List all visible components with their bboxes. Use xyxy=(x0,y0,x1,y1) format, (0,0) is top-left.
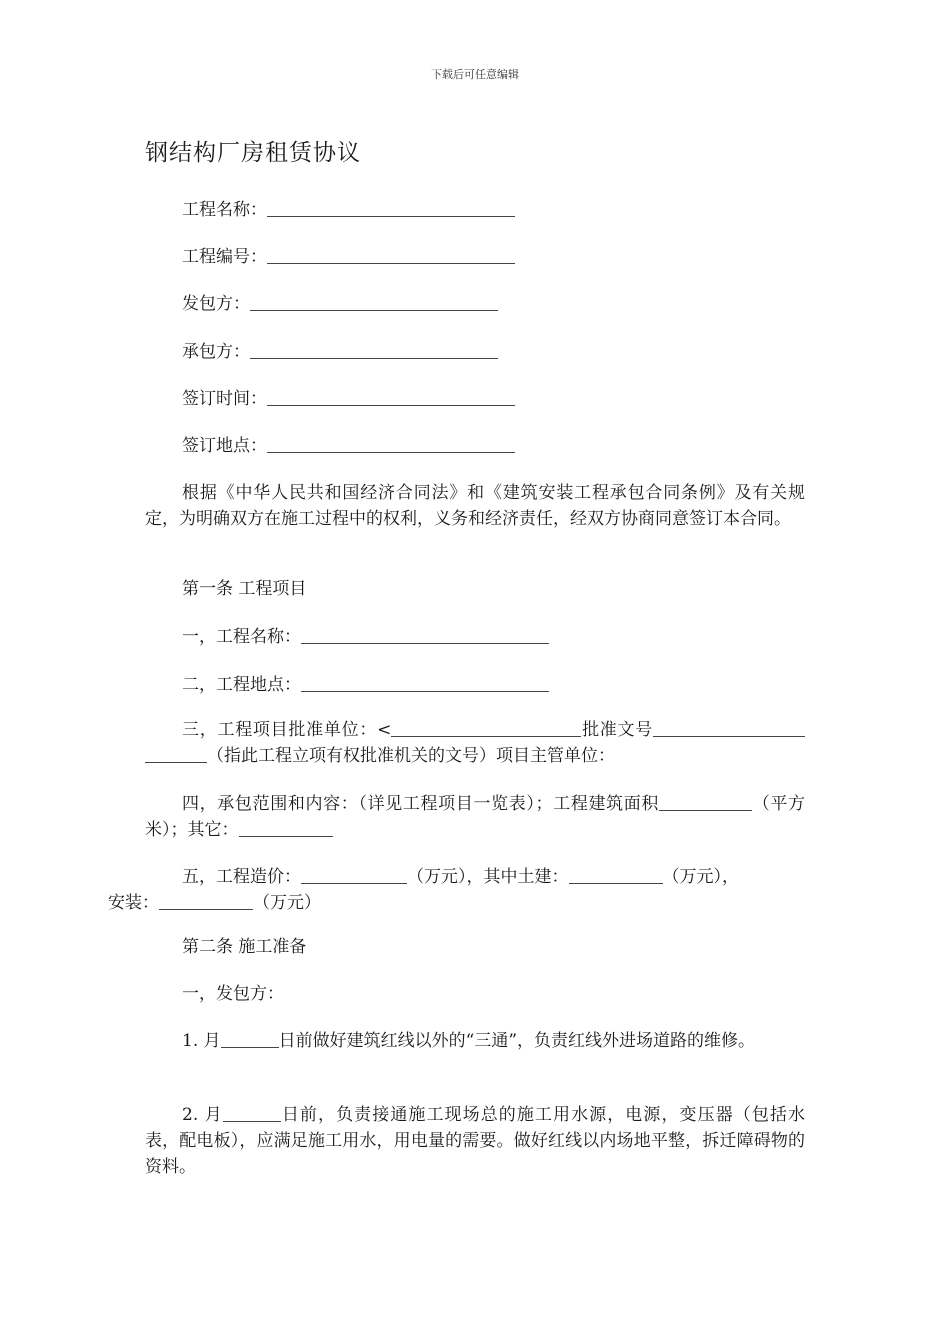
field-sign-place xyxy=(182,437,515,455)
blank-line xyxy=(743,795,752,811)
blank-line xyxy=(653,721,805,737)
item-text: （万元），其中土建： xyxy=(407,867,569,887)
article1-item3 xyxy=(145,717,805,769)
field-label: 发包方： xyxy=(182,294,250,314)
blank-line xyxy=(301,868,407,884)
blank-line xyxy=(391,721,581,737)
article2-sub1: 一，发包方： xyxy=(182,984,284,1004)
item-text: （万元）， xyxy=(662,867,739,887)
item-text: 日前，负责接通施工现场总的施工用水源，电源，变压器（包括水表，配电板），应满足施工用水，用电量的需要。做好红线以内场地平整，拆迁障碍物的资料。 xyxy=(145,1105,806,1177)
blank-line xyxy=(250,343,498,359)
blank-line xyxy=(159,894,253,910)
article1-item5 xyxy=(108,864,805,916)
blank-line xyxy=(301,676,549,692)
blank-line xyxy=(301,628,549,644)
article1-heading: 第一条 工程项目 xyxy=(182,579,307,599)
blank-line xyxy=(223,1106,281,1122)
item-text: 三，工程项目批准单位：< xyxy=(182,720,392,740)
field-project-name xyxy=(182,201,515,219)
field-employer xyxy=(182,295,498,313)
field-label: 承包方： xyxy=(182,342,250,362)
blank-line xyxy=(267,390,515,406)
item-text: 四，承包范围和内容：（详见工程项目一览表）；工程建筑面积 xyxy=(182,794,660,814)
field-contractor xyxy=(182,343,498,361)
blank-line xyxy=(569,868,663,884)
article2-heading: 第二条 施工准备 xyxy=(182,937,307,957)
field-sign-date xyxy=(182,390,515,408)
preamble-paragraph: 根据《中华人民共和国经济合同法》和《建筑安装工程承包合同条例》及有关规定，为明确双方在施工过程中的权利，义务和经济责任，经双方协商同意签订本合同。 xyxy=(145,483,805,529)
article1-item4 xyxy=(145,791,805,843)
blank-line xyxy=(221,1032,279,1048)
item-label: 一，工程名称： xyxy=(182,627,301,647)
article1-item1 xyxy=(182,628,549,646)
field-label: 工程编号： xyxy=(182,247,267,267)
blank-line xyxy=(250,295,498,311)
page-header: 下载后可任意编辑 xyxy=(431,68,519,81)
item-text: （万元） xyxy=(253,893,321,913)
article2-paragraph2 xyxy=(145,1102,805,1180)
article1-item2 xyxy=(182,676,549,694)
field-label: 工程名称： xyxy=(182,200,267,220)
field-label: 签订地点： xyxy=(182,436,267,456)
blank-line xyxy=(659,795,743,811)
document-title: 钢结构厂房租赁协议 xyxy=(145,140,361,166)
item-text: 批准文号 xyxy=(581,720,653,740)
item-text: （平方米）；其它： xyxy=(145,794,806,840)
article2-paragraph1 xyxy=(145,1028,805,1054)
item-text: （指此工程立项有权批准机关的文号）项目主管单位： xyxy=(207,746,615,766)
item-text: 安装： xyxy=(108,893,159,913)
item-text: 1. 月 xyxy=(182,1031,221,1051)
blank-line xyxy=(239,821,333,837)
item-text: 五，工程造价： xyxy=(182,867,301,887)
item-text: 日前做好建筑红线以外的“三通”，负责红线外进场道路的维修。 xyxy=(278,1031,756,1051)
blank-line xyxy=(267,201,515,217)
field-project-number xyxy=(182,248,515,266)
blank-line xyxy=(267,437,515,453)
blank-line xyxy=(267,248,515,264)
item-text: 2. 月 xyxy=(182,1105,223,1125)
blank-line xyxy=(145,747,207,763)
item-label: 二，工程地点： xyxy=(182,675,301,695)
field-label: 签订时间： xyxy=(182,389,267,409)
